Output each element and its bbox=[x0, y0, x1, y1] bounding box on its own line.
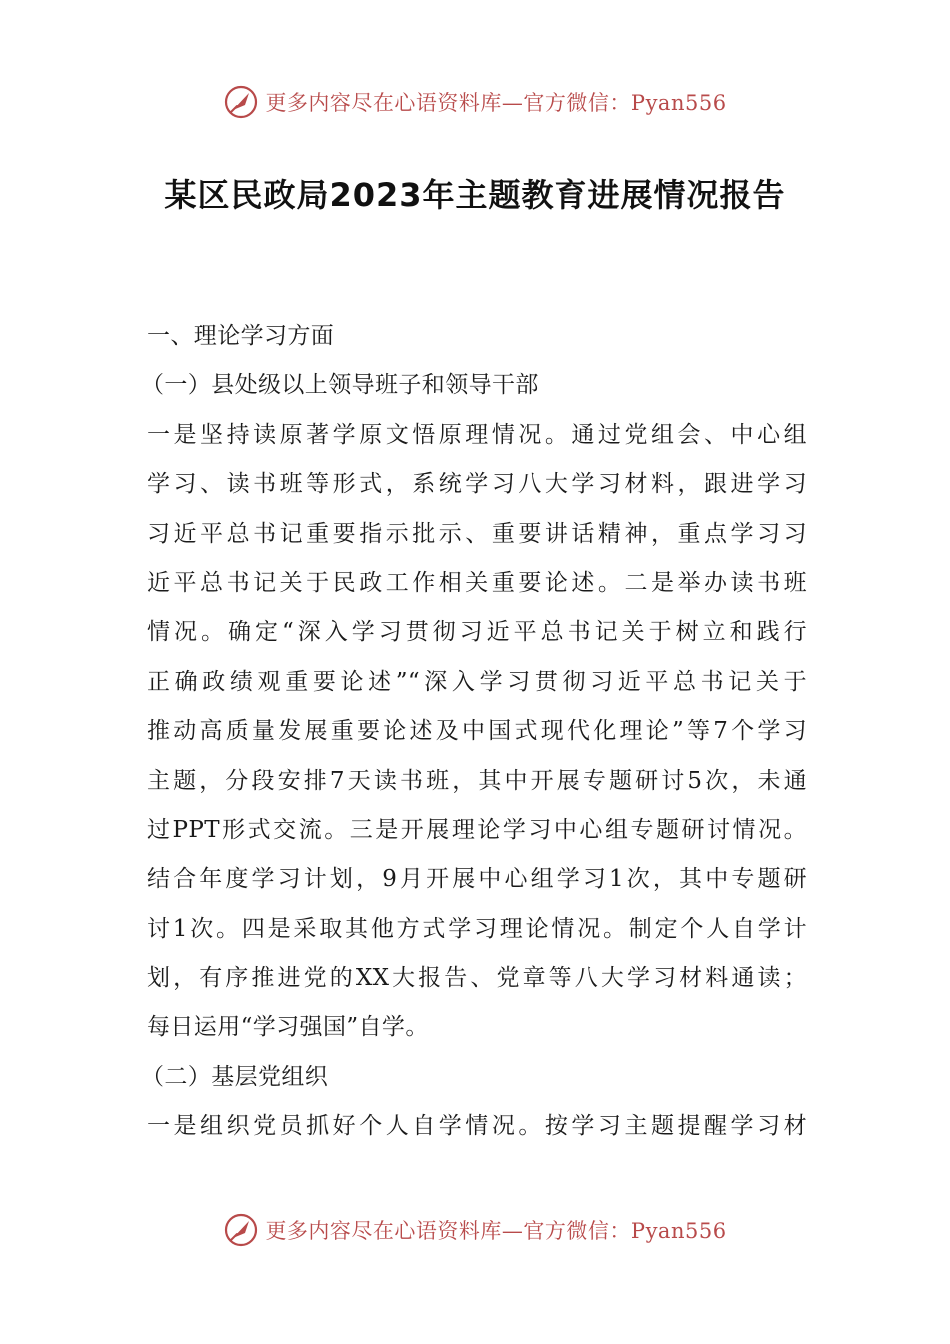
body-line: 讨1次。四是采取其他方式学习理论情况。制定个人自学计 bbox=[147, 915, 807, 942]
subsection-heading: （二）基层党组织 bbox=[141, 1063, 329, 1090]
quill-logo-icon bbox=[223, 84, 259, 120]
body-line: 结合年度学习计划，9月开展中心组学习1次，其中专题研 bbox=[147, 866, 807, 893]
body-line: 学习、读书班等形式，系统学习八大学习材料，跟进学习 bbox=[147, 471, 807, 498]
document-body bbox=[141, 312, 807, 1152]
subsection-heading: （一）县处级以上领导班子和领导干部 bbox=[141, 372, 539, 399]
body-line: 近平总书记关于民政工作相关重要论述。二是举办读书班 bbox=[147, 569, 807, 596]
body-line: 每日运用“学习强国”自学。 bbox=[147, 1014, 429, 1041]
body-line: 推动高质量发展重要论述及中国式现代化理论”等7个学习 bbox=[147, 718, 807, 745]
body-line: 划，有序推进党的XX大报告、党章等八大学习材料通读； bbox=[147, 965, 807, 992]
watermark-banner-top bbox=[0, 80, 950, 124]
body-line: 过PPT形式交流。三是开展理论学习中心组专题研讨情况。 bbox=[147, 816, 807, 843]
document-title: 某区民政局2023年主题教育进展情况报告 bbox=[164, 176, 786, 214]
watermark-banner-bottom bbox=[0, 1208, 950, 1252]
body-line: 情况。确定“深入学习贯彻习近平总书记关于树立和践行 bbox=[147, 619, 807, 646]
body-line: 主题，分段安排7天读书班，其中开展专题研讨5次，未通 bbox=[147, 767, 807, 794]
watermark-text: 更多内容尽在心语资料库—官方微信：Pyan556 bbox=[265, 91, 727, 115]
body-line: 正确政绩观重要论述”“深入学习贯彻习近平总书记关于 bbox=[147, 668, 807, 695]
watermark-text: 更多内容尽在心语资料库—官方微信：Pyan556 bbox=[265, 1219, 727, 1243]
body-line: 习近平总书记重要指示批示、重要讲话精神，重点学习习 bbox=[147, 520, 807, 547]
body-line: 一是组织党员抓好个人自学情况。按学习主题提醒学习材 bbox=[147, 1113, 807, 1140]
quill-logo-icon bbox=[223, 1212, 259, 1248]
body-line: 一是坚持读原著学原文悟原理情况。通过党组会、中心组 bbox=[147, 421, 807, 448]
section-heading: 一、理论学习方面 bbox=[147, 323, 335, 349]
